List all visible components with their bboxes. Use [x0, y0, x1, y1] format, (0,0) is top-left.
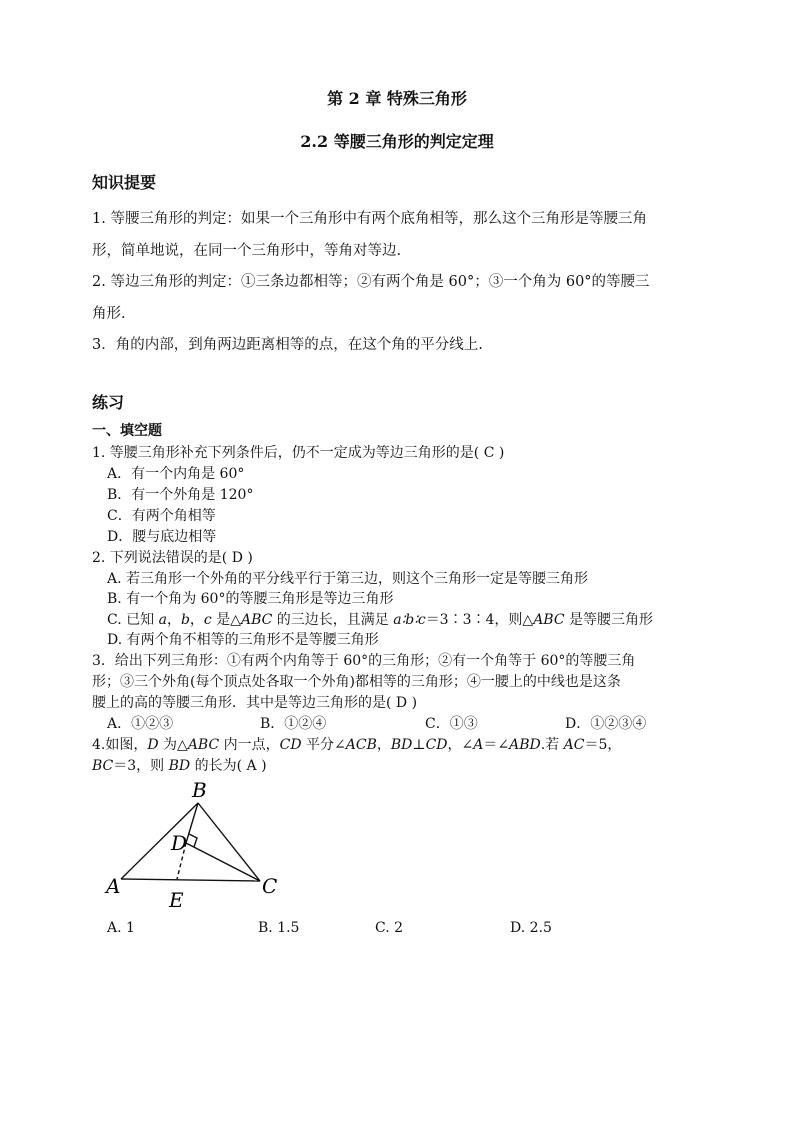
q2c-part: C. 已知: [107, 612, 159, 628]
q4-point-d: D: [147, 737, 159, 753]
q2c-part: ，: [189, 612, 204, 628]
q4-segment-ac: AC: [563, 737, 585, 753]
q2c-part: 是等腰三角形: [564, 612, 654, 628]
question-2-option-d: D. 有两个角不相等的三角形不是等腰三角形: [107, 632, 379, 648]
question-1-option-b: B．有一个外角是 120°: [107, 487, 254, 503]
knowledge-point-1-line-2: 形，简单地说，在同一个三角形中，等角对等边.: [92, 243, 402, 259]
q4-segment-cd: CD: [279, 737, 302, 753]
q4-part: ＝∠: [483, 737, 510, 753]
q2c-var-c: c: [203, 612, 212, 628]
question-1-option-c: C．有两个角相等: [107, 508, 216, 524]
q4-angle-abd: ABD: [509, 737, 541, 753]
question-4-line-1: [92, 734, 621, 754]
question-3-option-b: B．①②④: [260, 716, 327, 732]
chapter-title: 第 2 章 特殊三角形: [327, 89, 467, 108]
knowledge-point-3: 3．角的内部，到角两边距离相等的点，在这个角的平分线上.: [92, 337, 483, 353]
q2c-ratio: a∶b∶c: [393, 612, 426, 628]
knowledge-point-1-line-1: 1. 等腰三角形的判定：如果一个三角形中有两个底角相等，那么这个三角形是等腰三角: [92, 211, 647, 227]
question-4-option-b: B. 1.5: [258, 920, 300, 936]
q2c-var-b: b: [180, 612, 190, 628]
q4-angle-a: A: [473, 737, 484, 753]
q2c-part: 是△: [211, 612, 241, 628]
question-1-option-d: D．腰与底边相等: [107, 529, 217, 545]
segment-cd: [186, 843, 260, 881]
fill-in-section-title: 一、填空题: [92, 423, 162, 439]
q4-part: 平分∠: [301, 737, 346, 753]
question-2-stem: 2. 下列说法错误的是( D ): [92, 550, 253, 566]
q4-part: 的长为( A ): [190, 758, 267, 774]
q4-part: .若: [540, 737, 564, 753]
q4-part: ，: [376, 737, 391, 753]
q2c-triangle-abc-2: ABC: [533, 612, 565, 628]
label-b: B: [192, 778, 207, 802]
q4-part: ⊥: [412, 737, 426, 753]
question-3-option-c: C．①③: [425, 716, 478, 732]
label-a: A: [106, 874, 121, 898]
q4-segment-bd-2: BD: [168, 758, 191, 774]
q2c-part: ，: [166, 612, 181, 628]
q4-part: 内一点，: [219, 737, 280, 753]
q4-part: ＝5，: [584, 737, 622, 753]
label-c: C: [262, 874, 278, 898]
question-4-option-d: D. 2.5: [510, 920, 552, 936]
label-d: D: [171, 831, 188, 855]
q4-part: 为△: [158, 737, 188, 753]
segment-ac: [121, 879, 260, 881]
question-4-option-c: C. 2: [375, 920, 404, 936]
question-2-option-a: A. 若三角形一个外角的平分线平行于第三边，则这个三角形一定是等腰三角形: [107, 571, 589, 587]
q4-angle-acb: ACB: [345, 737, 377, 753]
q2c-triangle-abc: ABC: [240, 612, 273, 628]
question-1-stem: 1. 等腰三角形补充下列条件后，仍不一定成为等边三角形的是( C ): [92, 445, 505, 461]
section-title: 2.2 等腰三角形的判定定理: [300, 132, 494, 151]
q4-segment-bd: BD: [390, 737, 413, 753]
question-4-line-2: [92, 755, 267, 775]
q2c-part: 的三边长，且满足: [272, 612, 394, 628]
practice-heading: 练习: [92, 393, 125, 412]
knowledge-heading: 知识提要: [92, 173, 157, 192]
question-3-option-d: D．①②③④: [565, 716, 647, 732]
q2c-part: ＝3∶3∶4，则△: [425, 612, 534, 628]
label-e: E: [169, 888, 184, 912]
knowledge-point-2-line-2: 角形.: [92, 306, 126, 322]
question-1-option-a: A．有一个内角是 60°: [107, 466, 245, 482]
question-3-line-1: 3．给出下列三角形：①有两个内角等于 60°的三角形；②有一个角等于 60°的等腰三角: [92, 653, 636, 669]
knowledge-point-2-line-1: 2. 等边三角形的判定：①三条边都相等；②有两个角是 60°；③一个角为 60°的等腰三: [92, 274, 650, 290]
q4-segment-cd-2: CD: [425, 737, 448, 753]
q2c-var-a: a: [158, 612, 167, 628]
q4-segment-bc: BC: [92, 758, 114, 774]
question-4-option-a: A. 1: [107, 920, 135, 936]
question-3-line-2: 形；③三个外角(每个顶点处各取一个外角)都相等的三角形；④一腰上的中线也是这条: [92, 674, 621, 690]
q4-part: ，∠: [447, 737, 474, 753]
question-2-option-b: B. 有一个角为 60°的等腰三角形是等边三角形: [107, 591, 394, 607]
question-3-option-a: A．①②③: [107, 716, 174, 732]
question-2-option-c: [107, 609, 653, 629]
question-3-line-3: 腰上的高的等腰三角形．其中是等边三角形的是( D ): [92, 695, 418, 711]
q4-part: 4.如图，: [92, 737, 148, 753]
segment-bc: [198, 803, 260, 881]
q4-part: ＝3，则: [113, 758, 169, 774]
triangle-figure: [100, 775, 300, 915]
q4-triangle-abc: ABC: [187, 737, 220, 753]
